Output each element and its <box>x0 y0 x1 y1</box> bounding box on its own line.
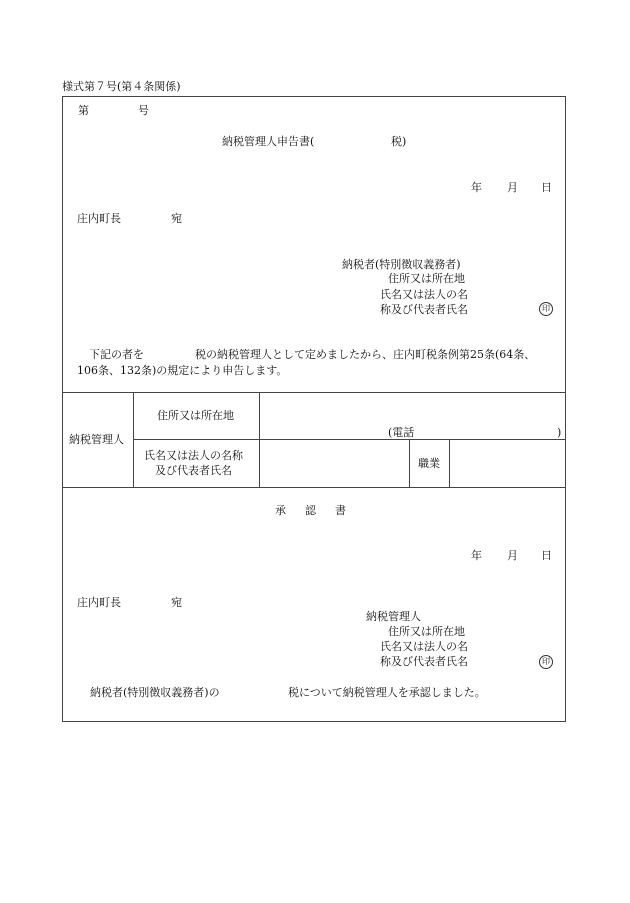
approval-name-label: 氏名又は法人の名 <box>380 640 468 653</box>
date-day-field[interactable] <box>518 179 540 194</box>
approval-date-day: 日 <box>541 549 552 562</box>
title-prefix: 納税管理人申告書( <box>222 135 315 148</box>
table-col-line-4 <box>449 439 450 487</box>
manager-phone-close: ) <box>557 426 562 439</box>
addressee: 庄内町長 <box>77 212 121 225</box>
approval-addressee: 庄内町長 <box>77 596 121 609</box>
applicant-heading: 納税者(特別徴収義務者) <box>342 258 461 271</box>
approval-address-label: 住所又は所在地 <box>388 625 465 638</box>
table-col-line-1 <box>133 392 134 487</box>
body-line2: 106条、132条)の規定により申告します。 <box>77 364 288 377</box>
date-day: 日 <box>541 181 552 194</box>
manager-address-label: 住所又は所在地 <box>157 409 234 422</box>
approval-date-year-field[interactable] <box>440 547 470 562</box>
approval-date-day-field[interactable] <box>518 547 540 562</box>
manager-name-field[interactable] <box>262 442 407 485</box>
table-top-line <box>62 392 566 393</box>
approval-seal-icon: 印 <box>539 655 553 669</box>
applicant-address-label: 住所又は所在地 <box>388 272 465 285</box>
form-label: 様式第７号(第４条関係) <box>62 80 181 93</box>
number-suffix: 号 <box>138 104 149 117</box>
date-year-field[interactable] <box>440 179 470 194</box>
manager-name-label-line1: 氏名又は法人の名称 <box>144 449 243 462</box>
seal-icon: 印 <box>539 302 553 316</box>
manager-phone-field[interactable] <box>422 424 556 438</box>
approval-title: 承 認 書 <box>275 504 350 517</box>
body-line1-a: 下記の者を <box>89 348 144 361</box>
table-col-line-2 <box>259 392 260 487</box>
approval-date-year: 年 <box>471 549 482 562</box>
honorific: 宛 <box>171 212 182 225</box>
approval-tax-type-field[interactable] <box>232 684 286 699</box>
title-suffix: 税) <box>391 135 407 148</box>
applicant-rep-label: 称及び代表者氏名 <box>380 303 468 316</box>
date-year: 年 <box>471 181 482 194</box>
approval-date-month-field[interactable] <box>483 547 505 562</box>
applicant-name-label: 氏名又は法人の名 <box>380 288 468 301</box>
manager-name-label-line2: 及び代表者氏名 <box>155 464 232 477</box>
table-middle-line <box>133 439 566 440</box>
approval-manager-heading: 納税管理人 <box>366 610 421 623</box>
number-prefix: 第 <box>78 104 89 117</box>
table-bottom-line <box>62 487 566 488</box>
manager-occupation-field[interactable] <box>452 442 564 485</box>
table-col-line-3 <box>409 439 410 487</box>
approval-honorific: 宛 <box>171 596 182 609</box>
date-month: 月 <box>507 181 518 194</box>
number-field[interactable] <box>92 102 136 117</box>
approval-rep-label: 称及び代表者氏名 <box>380 655 468 668</box>
manager-row-header: 納税管理人 <box>69 433 124 446</box>
body-tax-type-field[interactable] <box>152 346 192 361</box>
approval-body-b: 税について納税管理人を承認しました。 <box>288 686 486 699</box>
manager-phone-open: (電話 <box>388 426 415 439</box>
manager-occupation-label: 職業 <box>418 457 440 470</box>
manager-address-field[interactable] <box>262 396 563 422</box>
approval-body-a: 納税者(特別徴収義務者)の <box>90 686 220 699</box>
approval-date-month: 月 <box>507 549 518 562</box>
body-line1-b: 税の納税管理人として定めましたから、庄内町税条例第25条(64条、 <box>195 348 536 361</box>
date-month-field[interactable] <box>483 179 505 194</box>
tax-type-field[interactable] <box>322 133 388 148</box>
